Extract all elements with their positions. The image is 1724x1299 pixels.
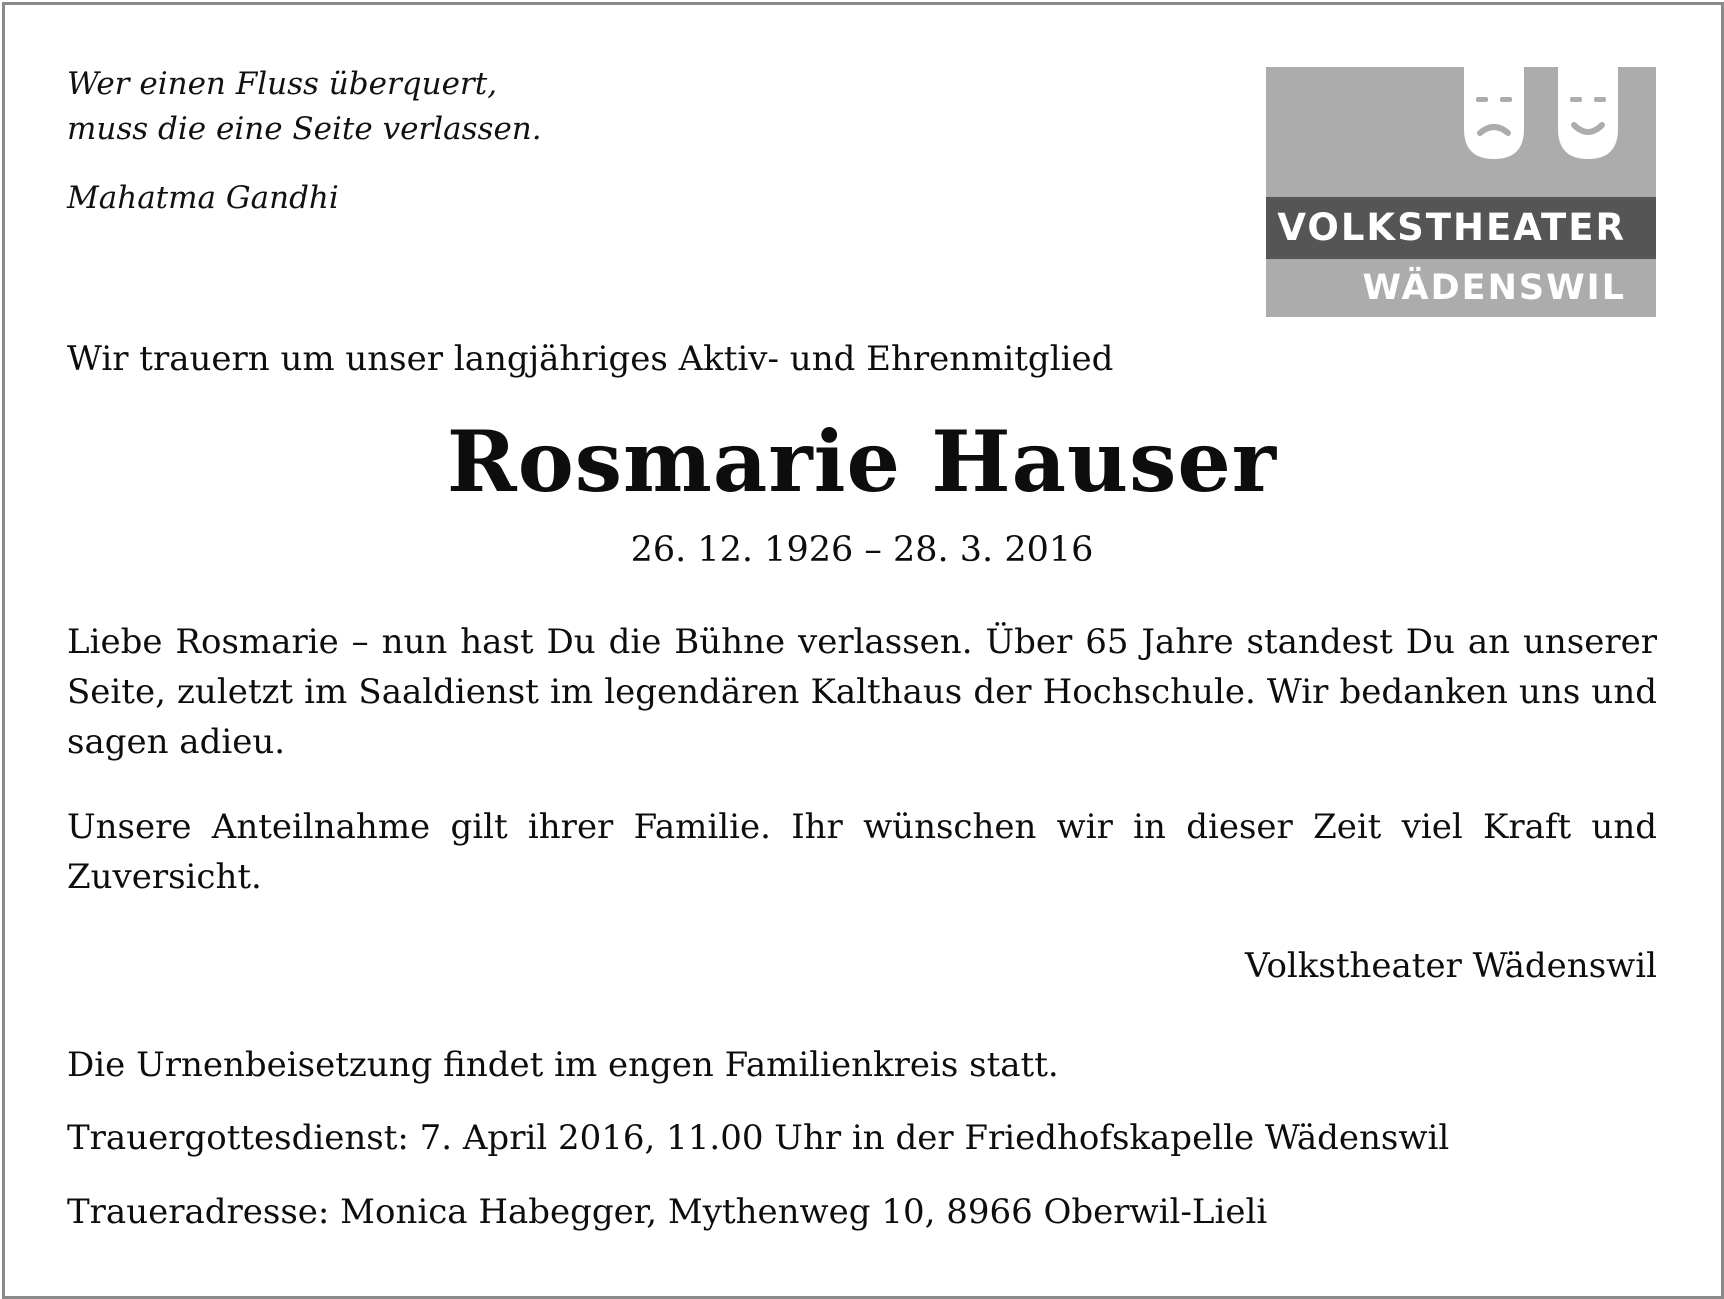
life-dates: 26. 12. 1926 – 28. 3. 2016 <box>630 530 1094 570</box>
intro-text: Wir trauern um unser langjähriges Aktiv- und Ehrenmitglied <box>67 339 1114 379</box>
quote-author: Mahatma Gandhi <box>67 180 339 216</box>
info-service: Trauergottesdienst: 7. April 2016, 11.00 Uhr in der Friedhofskapelle Wädenswil <box>67 1118 1450 1158</box>
logo-band-bottom <box>1266 259 1656 317</box>
deceased-name: Rosmarie Hauser <box>446 412 1278 511</box>
paragraph-condolence: Unsere Anteilnahme gilt ihrer Familie. Ihr wünschen wir in dieser Zeit viel Kraft und Zuversicht. <box>67 807 1657 897</box>
logo-text-line-2: WÄDENSWIL <box>1362 268 1626 308</box>
logo-text-line-1: VOLKSTHEATER <box>1277 206 1626 249</box>
quote-line-2: muss die eine Seite verlassen. <box>67 111 542 147</box>
volkstheater-logo <box>1266 67 1656 317</box>
paragraph-farewell: Liebe Rosmarie – nun hast Du die Bühne verlassen. Über 65 Jahre standest Du an unserer Seite, zuletzt im Saaldienst im legendären Kalthaus der Hochschule. Wir bedanken uns und sagen adieu. <box>67 622 1657 762</box>
info-burial: Die Urnenbeisetzung findet im engen Familienkreis statt. <box>67 1045 1059 1085</box>
quote-line-1: Wer einen Fluss überquert, <box>67 66 498 102</box>
theater-masks-icon <box>1462 67 1622 172</box>
info-address: Traueradresse: Monica Habegger, Mythenweg 10, 8966 Oberwil-Lieli <box>67 1192 1268 1232</box>
signature: Volkstheater Wädenswil <box>1245 946 1657 986</box>
quote-block <box>67 62 542 221</box>
logo-band-top <box>1266 197 1656 259</box>
